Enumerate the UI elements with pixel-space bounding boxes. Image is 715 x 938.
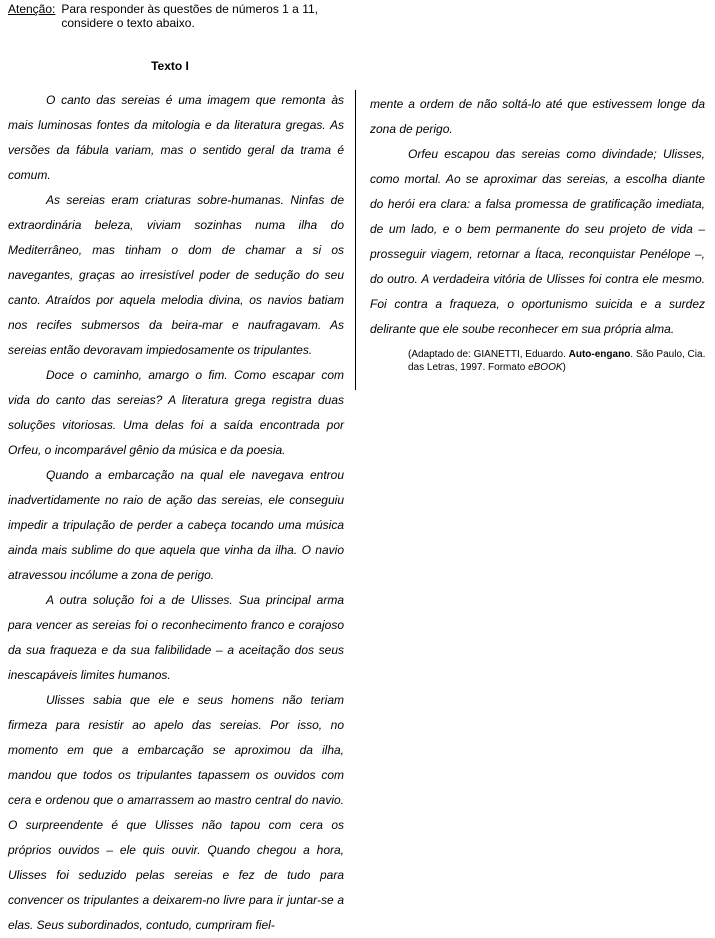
paragraph: O canto das sereias é uma imagem que remonta às mais luminosas fontes da mitologia e da literatura gregas. As versões da fábula variam, mas o sentido geral da trama é comum. bbox=[8, 93, 344, 182]
left-column bbox=[8, 88, 344, 938]
right-column bbox=[370, 92, 705, 342]
citation-prefix: (Adaptado de: GIANETTI, Eduardo. bbox=[408, 349, 569, 360]
source-citation bbox=[408, 348, 708, 374]
paragraph: As sereias eram criaturas sobre-humanas. Ninfas de extraordinária beleza, viviam sozinhas numa ilha do Mediterrâneo, mas tinham o dom de chamar a si os navegantes, graças ao irresistível poder de sedução do seu canto. Atraídos por aquela melodia divina, os navios batiam nos recifes submersos da beira-mar e naufragavam. As sereias então devoravam impiedosamente os tripulantes. bbox=[8, 193, 344, 357]
paragraph: A outra solução foi a de Ulisses. Sua principal arma para vencer as sereias foi o reconhecimento franco e corajoso da sua fraqueza e da sua falibilidade – a aceitação dos seus inescapáveis limites humanos. bbox=[8, 593, 344, 682]
citation-format: eBOOK bbox=[528, 362, 563, 373]
paragraph: Ulisses sabia que ele e seus homens não teriam firmeza para resistir ao apelo das sereias. Por isso, no momento em que a embarcação se aproximou da ilha, mandou que todos os tripulantes tapassem os ouvidos com cera e ordenou que o amarrassem ao mastro central do navio. O surpreendente é que Ulisses não tapou com cera os próprios ouvidos – ele quis ouvir. Quando chegou a hora, Ulisses foi seduzido pelas sereias e fez de tudo para convencer os tripulantes a deixarem-no livre para ir juntar-se a elas. Seus subordinados, contudo, cumpriram fiel- bbox=[8, 693, 344, 932]
column-divider bbox=[355, 90, 356, 390]
attention-text: Para responder às questões de números 1 a 11, considere o texto abaixo. bbox=[61, 2, 318, 30]
paragraph: Quando a embarcação na qual ele navegava entrou inadvertidamente no raio de ação das sereias, ele conseguiu impedir a tripulação de perder a cabeça tocando uma música ainda mais sublime do que aquela que vinha da ilha. O navio atravessou incólume a zona de perigo. bbox=[8, 468, 344, 582]
paragraph: Orfeu escapou das sereias como divindade; Ulisses, como mortal. Ao se aproximar das sereias, a escolha diante do herói era clara: a falsa promessa de gratificação imediata, de um lado, e o bem permanente do seu projeto de vida – prosseguir viagem, retornar a Ítaca, reconquistar Penélope –, do outro. A verdadeira vitória de Ulisses foi contra ele mesmo. Foi contra a fraqueza, o oportunismo suicida e a surdez delirante que ele soube reconhecer em sua própria alma. bbox=[370, 147, 705, 336]
attention-note bbox=[8, 2, 361, 30]
text-title: Texto I bbox=[151, 59, 189, 73]
citation-middle: . São Paulo, Cia. das Letras, 1997. Formato bbox=[408, 349, 706, 373]
citation-book-title: Auto-engano bbox=[568, 349, 631, 360]
attention-label: Atenção: bbox=[8, 2, 56, 16]
paragraph-continuation: mente a ordem de não soltá-lo até que estivessem longe da zona de perigo. bbox=[370, 97, 705, 136]
citation-suffix: ) bbox=[562, 362, 566, 373]
paragraph: Doce o caminho, amargo o fim. Como escapar com vida do canto das sereias? A literatura grega registra duas soluções vitoriosas. Uma delas foi a saída encontrada por Orfeu, o incomparável gênio da música e da poesia. bbox=[8, 368, 344, 457]
